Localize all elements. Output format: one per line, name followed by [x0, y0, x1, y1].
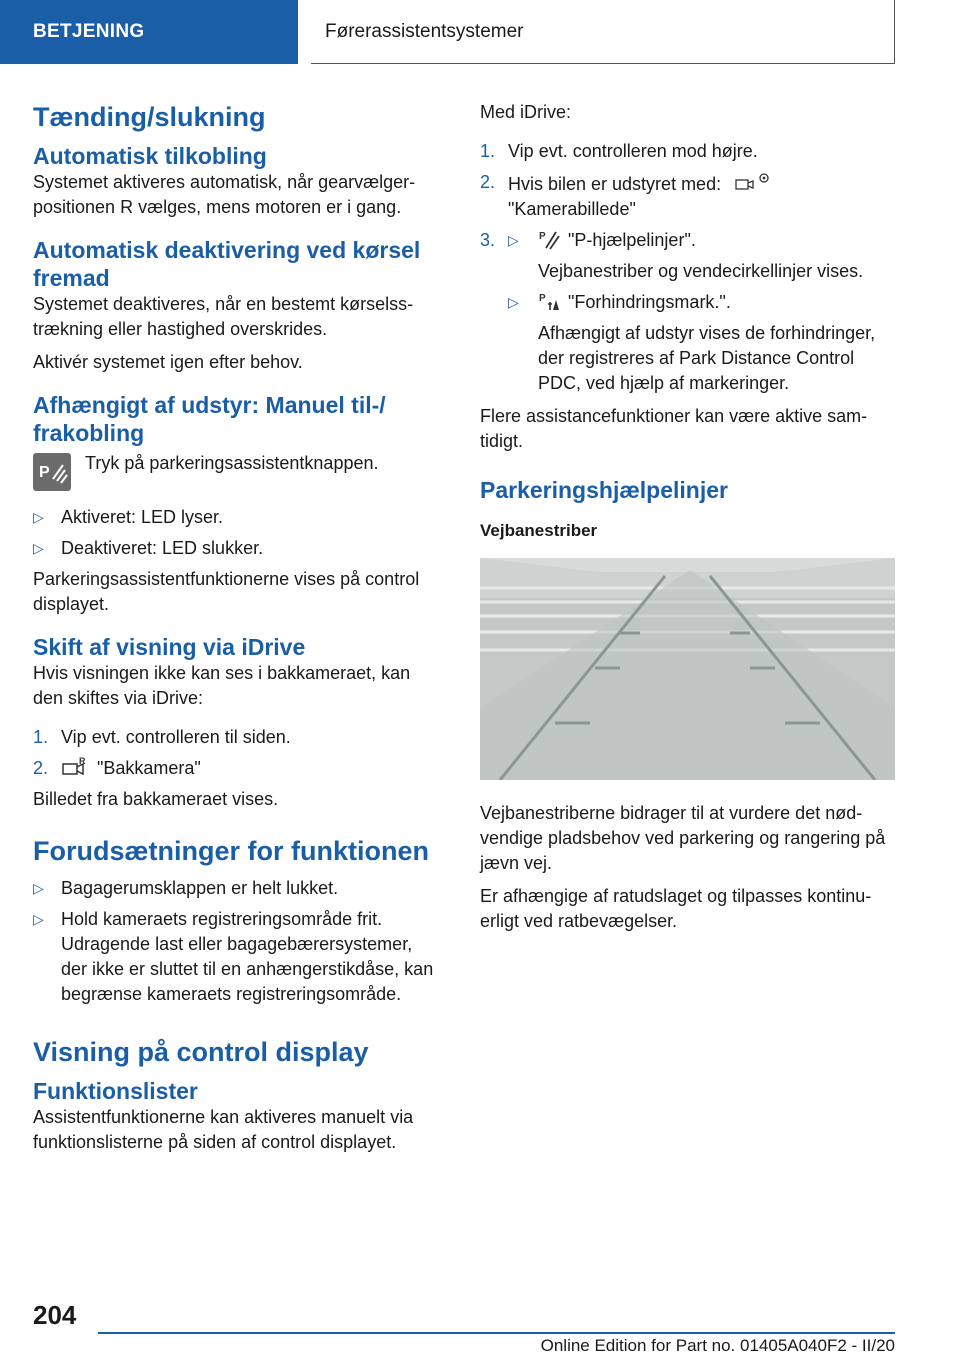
paragraph: Billedet fra bakkameraet vises.: [33, 789, 279, 809]
heading-automatisk-deaktivering: Automatisk deaktivering ved kørsel fremad: [33, 237, 421, 291]
paragraph: Vejbanestriberne bidrager til at vurdere det nødvendige pladsbehov ved parkering og rangering på jævn vej.: [480, 803, 886, 873]
paragraph: Systemet deaktiveres, når en bestemt kørselsstrækning eller hastighed overskrides.: [33, 294, 414, 339]
guide-lines-icon: [538, 228, 560, 250]
paragraph: Flere assistancefunktioner kan være aktive samtidigt.: [480, 406, 868, 451]
svg-text:P: P: [39, 464, 50, 481]
heading-vejbanestriber: Vejbanestriber: [480, 521, 598, 540]
paragraph: Vejbanestriber og vendecirkellinjer vises.: [538, 261, 864, 281]
lane-lines-figure: [480, 558, 895, 780]
svg-text:R: R: [79, 756, 86, 766]
heading-automatisk-tilkobling: Automatisk tilkobling: [33, 143, 267, 169]
page-number: 204: [33, 1300, 77, 1330]
paragraph: Aktivér systemet igen efter behov.: [33, 352, 303, 372]
section-title: BETJENING: [33, 21, 145, 42]
list-item: ▷ Aktiveret: LED lyser.: [33, 505, 443, 530]
heading-forudsaetninger: Forudsætninger for funktionen: [33, 836, 429, 866]
paragraph: Hvis visningen ikke kan ses i bakkameraet, kan den skiftes via iDrive:: [33, 663, 411, 708]
heading-skift-visning: Skift af visning via iDrive: [33, 634, 306, 660]
list-item: 2. R "Bakkamera": [33, 756, 201, 778]
paragraph: Tryk på parkeringsassistentknappen.: [85, 453, 379, 473]
heading-funktionslister: Funktionslister: [33, 1078, 198, 1104]
chapter-title: Førerassistentsystemer: [325, 20, 524, 42]
svg-text:P: P: [539, 293, 546, 304]
obstacle-marking-icon: [538, 290, 560, 312]
left-column: [33, 100, 443, 1155]
camera-settings-icon: [734, 170, 774, 194]
paragraph: Med iDrive:: [480, 102, 572, 122]
paragraph: Afhængigt af udstyr vises de forhindringer, der registreres af Park Distance Control PDC, ved hjælp af markeringer.: [538, 323, 876, 393]
triangle-right-icon: ▷: [33, 911, 44, 927]
footer-divider: [98, 1332, 895, 1334]
heading-manuel-tilkobling: Afhængigt af udstyr: Manuel til‐/ frakobling: [33, 392, 386, 446]
heading-visning-control-display: Visning på control display: [33, 1037, 369, 1067]
parking-assist-button-icon: [33, 453, 71, 491]
triangle-right-icon: ▷: [33, 540, 44, 556]
right-column: [480, 100, 895, 934]
chapter-header: [311, 0, 895, 64]
edition-text: Online Edition for Part no. 01405A040F2 - II/20: [540, 1336, 895, 1355]
list-item: 1. Vip evt. controlleren mod højre.: [480, 141, 758, 161]
triangle-right-icon: ▷: [33, 880, 44, 896]
paragraph: Assistentfunktionerne kan aktiveres manuelt via funktionslisterne på siden af control displayet.: [33, 1107, 414, 1152]
triangle-right-icon: ▷: [508, 294, 519, 310]
svg-text:P: P: [539, 231, 546, 242]
paragraph: Er afhængige af ratudslaget og tilpasses kontinuerligt ved ratbevægelser.: [480, 886, 872, 931]
list-item: ▷ P "Forhindringsmark.".: [508, 290, 895, 315]
triangle-right-icon: ▷: [508, 232, 519, 248]
triangle-right-icon: ▷: [33, 509, 44, 525]
list-item: ▷ Deaktiveret: LED slukker.: [33, 536, 443, 561]
paragraph: Parkeringsassistentfunktionerne vises på control displayet.: [33, 569, 420, 614]
list-item: ▷ Hold kameraets registreringsområde frit. Udragende last eller bagagebærersystemer, der ikke er sluttet til en anhængerstikdåse, kan begrænse kameraets registreringsområde.: [33, 907, 443, 1007]
reverse-camera-icon: [61, 756, 89, 778]
paragraph: Systemet aktiveres automatisk, når gearvælgerpositionen R vælges, mens motoren er i gang.: [33, 172, 416, 217]
section-header: [0, 0, 298, 64]
list-item: ▷ Bagagerumsklappen er helt lukket.: [33, 876, 443, 901]
list-item: 2. Hvis bilen er udstyret med: "Kamerabillede": [480, 170, 895, 222]
list-item: 1. Vip evt. controlleren til siden.: [33, 727, 291, 747]
heading-taending: Tænding/slukning: [33, 102, 266, 132]
heading-parkeringshjaelpelinjer: Parkeringshjælpelinjer: [480, 477, 728, 503]
list-item: 3. ▷ P "P-hjælpelinjer".: [480, 228, 895, 253]
